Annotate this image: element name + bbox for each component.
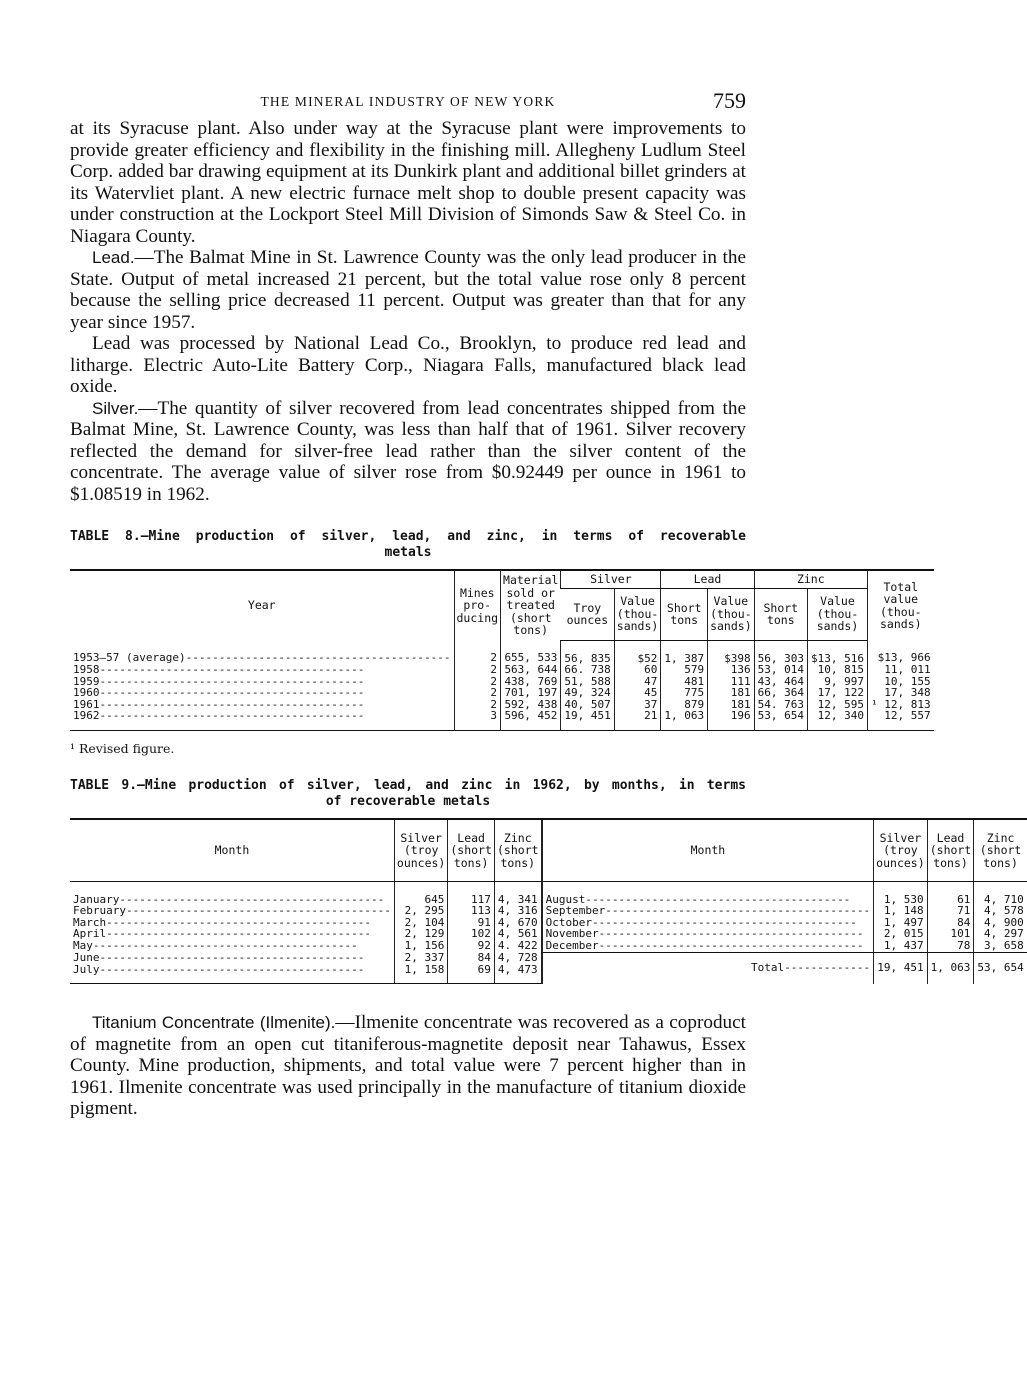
table9-cell-silver-right: 2, 015	[874, 928, 927, 940]
table9-cell-zinc-left: 4. 422	[494, 940, 541, 952]
table9-month-label: March	[73, 915, 107, 929]
table8-cell-zinc-tons: 66, 364	[754, 687, 807, 699]
table9-cell-month-left	[70, 964, 394, 984]
table9-cell-month-left	[70, 928, 394, 940]
table9-month-label: August	[545, 892, 586, 906]
table9-cell-silver-right: 1, 148	[874, 905, 927, 917]
table8-cell-material: 438, 769	[501, 676, 561, 688]
leader-dots: ----------------------------------------	[99, 697, 365, 711]
table9-cell-zinc-right: 4, 297	[974, 928, 1027, 940]
table9-cell-lead-left: 117	[448, 881, 495, 905]
paragraph-steel: at its Syracuse plant. Also under way at the Syracuse plant were improvements to provide greater efficiency and flexibility in the finishing mill. Allegheny Ludlum Steel Corp. added bar drawing equipment at its Dunkirk plant and additional billet grinders at its Watervliet plant. A new electric furnace melt shop to double present capacity was under construction at the Lockport Steel Mill Division of Simonds Saw & Steel Co. in Niagara County.	[70, 118, 746, 247]
titanium-text: —Ilmenite concentrate was recovered as a coproduct of magnetite from an open cut titaniferous-magnetite deposit near Tahawus, Essex County. Mine production, shipments, and total value were 7 percent higher than in 1961. Ilmenite concentrate was used principally in the manufacture of titanium dioxide pigment.	[70, 1012, 746, 1120]
table9-header-zinc-right: Zinc (short tons)	[974, 819, 1027, 881]
table8-cell-zinc-tons: 56, 303	[754, 640, 807, 664]
table9-cell-silver-left: 2, 295	[394, 905, 447, 917]
table9-cell-lead-left: 102	[448, 928, 495, 940]
table8-cell-total: ¹ 12, 813	[867, 699, 933, 711]
table9	[70, 818, 1027, 984]
table9-cell-zinc-left: 4, 341	[494, 881, 541, 905]
table8-cell-silver-val: 60	[614, 664, 661, 676]
table9-cell-lead-left: 84	[448, 952, 495, 964]
table9-cell-zinc-left: 4, 473	[494, 964, 541, 984]
table9-cell-zinc-right: 4, 900	[974, 917, 1027, 929]
table9-cell-silver-right: 1, 497	[874, 917, 927, 929]
table8-cell-silver-val: 47	[614, 676, 661, 688]
table9-header-silver-right: Silver (troy ounces)	[874, 819, 927, 881]
table8-cell-silver-oz: 56, 835	[561, 640, 614, 664]
table8-cell-zinc-tons: 43, 464	[754, 676, 807, 688]
table8-cell-lead-val: 181	[708, 687, 755, 699]
leader-dots: ----------------------------------------	[99, 663, 365, 677]
leader-dots: ----------------------------------------	[99, 951, 365, 965]
table8-header-zinc-short: Short tons	[754, 588, 807, 640]
table8-cell-silver-val: 21	[614, 710, 661, 730]
table9-header-lead-right: Lead (short tons)	[927, 819, 974, 881]
leader-dots: ----------------------------------------	[592, 915, 857, 929]
leader-dots: -------------	[784, 961, 871, 975]
table8-header-silver: Silver	[561, 570, 661, 588]
table8-cell-material: 701, 197	[501, 687, 561, 699]
table9-cell-silver-left: 1, 158	[394, 964, 447, 984]
leader-dots: ----------------------------------------	[92, 939, 358, 953]
table9-month-label: October	[545, 915, 593, 929]
leader-dots: ----------------------------------------	[99, 709, 365, 723]
table9-month-label: July	[73, 962, 100, 976]
lead-text-1: —The Balmat Mine in St. Lawrence County was the only lead producer in the State. Output of metal increased 21 percent, but the total value rose only 8 percent because the selling price decreased 11 percent. Output was greater than that for any year since 1957.	[70, 247, 746, 333]
table8-header-silver-value: Value (thou- sands)	[614, 588, 661, 640]
table8-cell-total: 11, 011	[867, 664, 933, 676]
table9-cell-month-left	[70, 881, 394, 905]
table8-header-zinc: Zinc	[754, 570, 867, 588]
table8-cell-mines: 2	[454, 664, 501, 676]
table8-cell-material: 655, 533	[501, 640, 561, 664]
table9-cell-zinc-right: 3, 658	[974, 940, 1027, 952]
table8-header-material: Material sold or treated (short tons)	[501, 570, 561, 640]
table8-year-label: 1960	[73, 686, 100, 700]
table9-cell-silver-left: 2, 104	[394, 917, 447, 929]
table8-cell-total: 12, 557	[867, 710, 933, 730]
table9-caption-line1: TABLE 9.—Mine production of silver, lead, and zinc in 1962, by months, in terms	[70, 778, 746, 794]
table8-cell-year	[70, 710, 454, 730]
table8-cell-lead-tons: 481	[661, 676, 708, 688]
page-number: 759	[713, 88, 746, 113]
leader-dots: ----------------------------------------	[106, 927, 372, 941]
table9-cell-zinc-left: 4, 561	[494, 928, 541, 940]
table8-cell-mines: 2	[454, 687, 501, 699]
table9-header-month-right: Month	[542, 819, 874, 881]
leader-dots: ----------------------------------------	[598, 927, 864, 941]
table-row	[70, 640, 934, 664]
silver-text: —The quantity of silver recovered from lead concentrates shipped from the Balmat Mine, St. Lawrence County, was less than half that of 1961. Silver recovery reflected the demand for silver-free lead rather than the silver content of the concentrate. The average value of silver rose from $0.92449 per ounce in 1961 to $1.08519 in 1962.	[70, 397, 746, 505]
table9-month-label: September	[545, 904, 606, 918]
table8-caption-line2: metals	[384, 545, 432, 560]
table9-cell-total-label	[542, 952, 874, 984]
leader-dots: ----------------------------------------	[598, 938, 864, 952]
table8-header-lead-short: Short tons	[661, 588, 708, 640]
table8-header-lead-value: Value (thou- sands)	[708, 588, 755, 640]
table8-cell-lead-tons: 775	[661, 687, 708, 699]
table9-month-label: January	[73, 892, 120, 906]
table9-cell-lead-right: 71	[927, 905, 974, 917]
table9-cell-zinc-left: 4, 728	[494, 952, 541, 964]
table8-cell-lead-tons: 1, 063	[661, 710, 708, 730]
table9-cell-total-zinc: 53, 654	[974, 952, 1027, 984]
table8-cell-year	[70, 640, 454, 664]
table9-cell-lead-left: 113	[448, 905, 495, 917]
table9-cell-lead-left: 92	[448, 940, 495, 952]
table8-cell-silver-oz: 40, 507	[561, 699, 614, 711]
leader-dots: ----------------------------------------	[185, 651, 451, 665]
table8-year-label: 1959	[73, 674, 100, 688]
table9-header-month-left: Month	[70, 819, 394, 881]
running-title: THE MINERAL INDUSTRY OF NEW YORK	[260, 94, 556, 109]
table9-cell-zinc-left: 4, 316	[494, 905, 541, 917]
table9-month-label: June	[73, 951, 100, 965]
table8-cell-zinc-val: $13, 516	[807, 640, 867, 664]
table8-cell-lead-val: 181	[708, 699, 755, 711]
table9-cell-silver-left: 2, 129	[394, 928, 447, 940]
table-row	[70, 710, 934, 730]
table8-cell-silver-oz: 51, 588	[561, 676, 614, 688]
table8-cell-mines: 2	[454, 676, 501, 688]
table9-month-label: February	[73, 904, 126, 918]
table8-cell-zinc-tons: 53, 654	[754, 710, 807, 730]
table8-cell-lead-tons: 579	[661, 664, 708, 676]
table8	[70, 569, 934, 731]
table9-cell-zinc-right: 4, 578	[974, 905, 1027, 917]
table8-cell-mines: 2	[454, 699, 501, 711]
table9-cell-total-lead: 1, 063	[927, 952, 974, 984]
page-header	[70, 88, 746, 118]
paragraph-silver	[70, 398, 746, 506]
titanium-heading: Titanium Concentrate (Ilmenite).	[92, 1013, 336, 1033]
table8-caption-line1: TABLE 8.—Mine production of silver, lead, and zinc, in terms of recoverable	[70, 529, 746, 544]
table8-footnote: ¹ Revised figure.	[70, 741, 175, 757]
leader-dots: ----------------------------------------	[125, 904, 391, 918]
table8-header-year: Year	[70, 570, 454, 640]
paragraph-titanium	[70, 1012, 746, 1120]
table8-cell-lead-tons: 879	[661, 699, 708, 711]
table8-cell-zinc-tons: 54. 763	[754, 699, 807, 711]
table9-month-label: April	[73, 927, 107, 941]
table9-header-zinc-left: Zinc (short tons)	[494, 819, 541, 881]
table9-caption-line2: of recoverable metals	[325, 794, 491, 810]
table8-cell-lead-val: 111	[708, 676, 755, 688]
document-page	[70, 88, 1024, 1120]
table8-cell-material: 563, 644	[501, 664, 561, 676]
leader-dots: ----------------------------------------	[99, 674, 365, 688]
table8-cell-zinc-val: 17, 122	[807, 687, 867, 699]
table9-cell-silver-left: 2, 337	[394, 952, 447, 964]
table8-year-label: 1962	[73, 709, 100, 723]
table9-cell-lead-right: 61	[927, 881, 974, 905]
table8-header-lead: Lead	[661, 570, 754, 588]
table8-year-label: 1961	[73, 697, 100, 711]
table8-header-total: Total value (thou- sands)	[867, 570, 933, 640]
table9-month-label: November	[545, 927, 599, 941]
table8-body	[70, 640, 934, 731]
table9-header-lead-left: Lead (short tons)	[448, 819, 495, 881]
table8-cell-zinc-val: 12, 595	[807, 699, 867, 711]
leader-dots: ----------------------------------------	[605, 904, 871, 918]
lead-heading: Lead.	[92, 248, 135, 267]
table8-header-zinc-value: Value (thou- sands)	[807, 588, 867, 640]
table8-cell-zinc-tons: 53, 014	[754, 664, 807, 676]
table9-cell-lead-right: 78	[927, 940, 974, 952]
leader-dots: ----------------------------------------	[585, 892, 851, 906]
table8-cell-total: 17, 348	[867, 687, 933, 699]
table8-cell-silver-val: 37	[614, 699, 661, 711]
table8-cell-material: 592, 438	[501, 699, 561, 711]
table9-cell-total-silver: 19, 451	[874, 952, 927, 984]
table9-cell-lead-left: 91	[448, 917, 495, 929]
table8-cell-lead-tons: 1, 387	[661, 640, 708, 664]
table8-cell-silver-val: $52	[614, 640, 661, 664]
table9-header-silver-left: Silver (troy ounces)	[394, 819, 447, 881]
table8-cell-mines: 2	[454, 640, 501, 664]
table8-year-label: 1958	[73, 663, 100, 677]
table8-cell-mines: 3	[454, 710, 501, 730]
table9-total-label: Total	[750, 961, 785, 975]
table8-cell-lead-val: 136	[708, 664, 755, 676]
table9-caption	[70, 778, 746, 810]
table8-cell-zinc-val: 9, 997	[807, 676, 867, 688]
paragraph-lead-2: Lead was processed by National Lead Co., Brooklyn, to produce red lead and litharge. Electric Auto-Lite Battery Corp., Niagara Falls, manufactured black lead oxide.	[70, 333, 746, 397]
table9-cell-lead-right: 101	[927, 928, 974, 940]
table8-year-label: 1953–57 (average)	[73, 651, 186, 665]
table8-header-mines: Mines pro- ducing	[454, 570, 501, 640]
table9-cell-lead-right: 84	[927, 917, 974, 929]
table8-cell-lead-val: 196	[708, 710, 755, 730]
table9-month-label: May	[73, 939, 93, 953]
table-row	[70, 881, 1027, 905]
leader-dots: ----------------------------------------	[106, 915, 372, 929]
table8-cell-zinc-val: 10, 815	[807, 664, 867, 676]
table8-cell-silver-oz: 49, 324	[561, 687, 614, 699]
table8-cell-silver-val: 45	[614, 687, 661, 699]
table9-cell-silver-left: 645	[394, 881, 447, 905]
table8-cell-silver-oz: 66. 738	[561, 664, 614, 676]
table9-cell-lead-left: 69	[448, 964, 495, 984]
leader-dots: ----------------------------------------	[119, 892, 385, 906]
table9-cell-silver-right: 1, 437	[874, 940, 927, 952]
table9-cell-silver-right: 1, 530	[874, 881, 927, 905]
table8-cell-silver-oz: 19, 451	[561, 710, 614, 730]
table9-cell-zinc-right: 4, 710	[974, 881, 1027, 905]
table9-cell-month-right	[542, 881, 874, 905]
paragraph-lead-1	[70, 247, 746, 333]
table8-cell-lead-val: $398	[708, 640, 755, 664]
table9-month-label: December	[545, 938, 599, 952]
table9-cell-silver-left: 1, 156	[394, 940, 447, 952]
table9-cell-month-right	[542, 940, 874, 952]
table8-caption	[70, 529, 746, 561]
table8-cell-total: $13, 966	[867, 640, 933, 664]
leader-dots: ----------------------------------------	[99, 686, 365, 700]
table9-body	[70, 881, 1027, 984]
table8-cell-zinc-val: 12, 340	[807, 710, 867, 730]
table8-cell-material: 596, 452	[501, 710, 561, 730]
silver-heading: Silver.	[92, 398, 139, 418]
table9-cell-zinc-left: 4, 670	[494, 917, 541, 929]
table8-header-silver-troy: Troy ounces	[561, 588, 614, 640]
table8-cell-total: 10, 155	[867, 676, 933, 688]
leader-dots: ----------------------------------------	[99, 962, 365, 976]
